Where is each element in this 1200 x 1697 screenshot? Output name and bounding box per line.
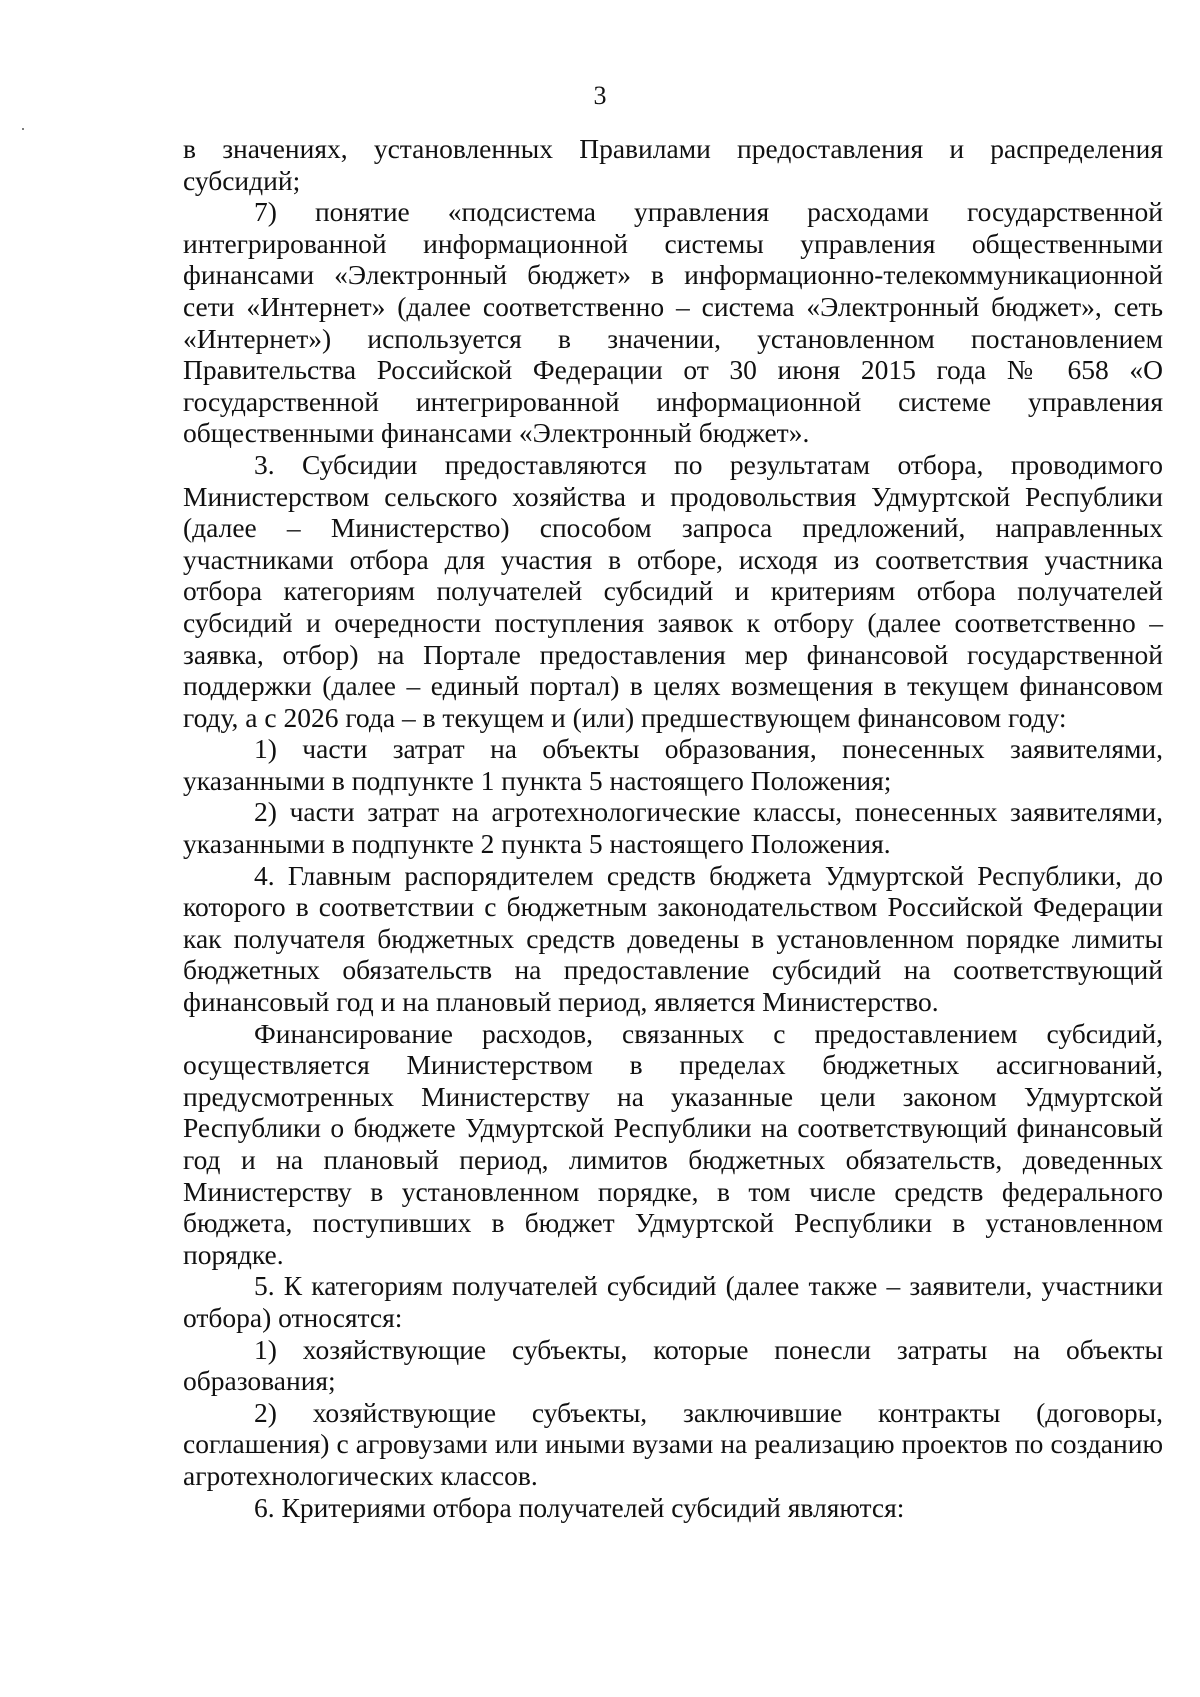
paragraph-4-main-administrator: 4. Главным распорядителем средств бюджета Удмуртской Республики, до которого в соответствии с бюджетным законодательством Российской Федерации как получателя бюджетных средств доведены в установленном порядке лимиты бюджетных обязательств на предоставление субсидий на соответствующий финансовый год и на плановый период, является Министерство. [183, 859, 1163, 1018]
paragraph-3-item-1: 1) части затрат на объекты образования, понесенных заявителями, указанными в подпункте 1 пункта 5 настоящего Положения; [183, 733, 1163, 796]
scan-speck [22, 128, 24, 130]
paragraph-3-selection: 3. Субсидии предоставляются по результатам отбора, проводимого Министерством сельского хозяйства и продовольствия Удмуртской Республики (далее – Министерство) способом запроса предложений, направленных участниками отбора для участия в отборе, исходя из соответствия участника отбора категориям получателей субсидий и критериям отбора получателей субсидий и очередности поступления заявок к отбору (далее соответственно – заявка, отбор) на Портале предоставления мер финансовой государственной поддержки (далее – единый портал) в целях возмещения в текущем финансовом году, а с 2026 года – в текущем и (или) предшествующем финансовом году: [183, 448, 1163, 733]
paragraph-3-item-2: 2) части затрат на агротехнологические классы, понесенных заявителями, указанными в подпункте 2 пункта 5 настоящего Положения. [183, 796, 1163, 860]
page-number: 3 [593, 81, 607, 110]
paragraph-5-item-1: 1) хозяйствующие субъекты, которые понесли затраты на объекты образования; [183, 1333, 1163, 1397]
document-body [183, 133, 1163, 1523]
paragraph-7-electronic-budget: 7) понятие «подсистема управления расходами государственной интегрированной информационной системы управления общественными финансами «Электронный бюджет» в информационно-телекоммуникационной сети «Интернет» (далее соответственно – система «Электронный бюджет», сеть «Интернет») используется в значении, установленном постановлением Правительства Российской Федерации от 30 июня 2015 года № 658 «О государственной интегрированной информационной системе управления общественными финансами «Электронный бюджет». [183, 196, 1163, 449]
paragraph-6-criteria: 6. Критериями отбора получателей субсидий являются: [254, 1491, 905, 1523]
paragraph-4-financing: Финансирование расходов, связанных с предоставлением субсидий, осуществляется Министерством в пределах бюджетных ассигнований, предусмотренных Министерству на указанные цели законом Удмуртской Республики о бюджете Удмуртской Республики на соответствующий финансовый год и на плановый период, лимитов бюджетных обязательств, доведенных Министерству в установленном порядке, в том числе средств федерального бюджета, поступивших в бюджет Удмуртской Республики в установленном порядке. [183, 1017, 1163, 1270]
paragraph-subsidies-rules-end: в значениях, установленных Правилами предоставления и распределения субсидий; [183, 133, 1163, 196]
paragraph-5-item-2: 2) хозяйствующие субъекты, заключившие контракты (договоры, соглашения) с агровузами или иными вузами на реализацию проектов по созданию агротехнологических классов. [183, 1396, 1163, 1491]
paragraph-5-categories: 5. К категориям получателей субсидий (далее также – заявители, участники отбора) относятся: [183, 1270, 1163, 1333]
